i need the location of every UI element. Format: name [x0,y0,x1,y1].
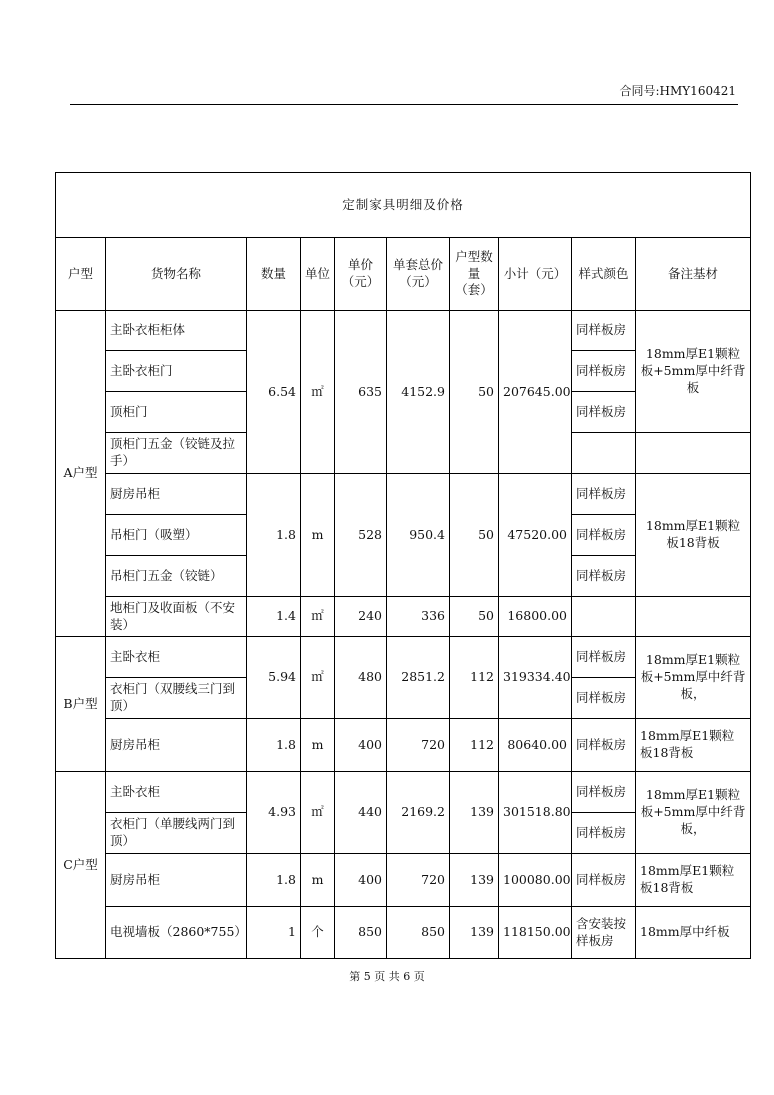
unit-price: 850 [335,907,387,959]
material-note: 18mm厚E1颗粒板18背板 [636,474,751,597]
table-row [56,772,751,813]
column-header: 小计（元） [499,238,572,311]
unit-type-cell: C户型 [56,772,106,959]
subtotal: 100080.00 [499,854,572,907]
subtotal: 80640.00 [499,719,572,772]
item-name: 顶柜门五金（铰链及拉手） [106,433,247,474]
header-rule [70,104,738,105]
quantity: 1 [247,907,301,959]
material-note: 18mm厚中纤板 [636,907,751,959]
table-row [56,311,751,351]
style-color: 同样板房 [572,392,636,433]
empty-cell [636,597,751,637]
unit: m [301,719,335,772]
set-count: 139 [450,854,499,907]
unit-price: 440 [335,772,387,854]
set-total: 850 [387,907,450,959]
column-header: 单价（元） [335,238,387,311]
column-header: 单套总价（元） [387,238,450,311]
material-note: 18mm厚E1颗粒板18背板 [636,719,751,772]
item-name: 主卧衣柜门 [106,351,247,392]
style-color: 同样板房 [572,637,636,678]
set-count: 139 [450,907,499,959]
unit-type-cell: A户型 [56,311,106,637]
contract-number: 合同号:HMY160421 [619,84,736,98]
table-header-row [56,238,751,311]
item-name: 电视墙板（2860*755） [106,907,247,959]
style-color: 同样板房 [572,556,636,597]
unit-type-cell: B户型 [56,637,106,772]
subtotal: 301518.80 [499,772,572,854]
quantity: 5.94 [247,637,301,719]
item-name: 主卧衣柜 [106,772,247,813]
set-total: 336 [387,597,450,637]
style-color: 同样板房 [572,854,636,907]
style-color: 同样板房 [572,311,636,351]
unit: m [301,854,335,907]
set-total: 2851.2 [387,637,450,719]
empty-cell [636,433,751,474]
set-count: 139 [450,772,499,854]
unit-price: 400 [335,854,387,907]
set-count: 50 [450,474,499,597]
set-count: 50 [450,311,499,474]
set-count: 112 [450,637,499,719]
empty-cell [572,597,636,637]
unit: ㎡ [301,311,335,474]
quantity: 1.8 [247,474,301,597]
column-header: 数量 [247,238,301,311]
item-name: 厨房吊柜 [106,474,247,515]
set-count: 50 [450,597,499,637]
subtotal: 207645.00 [499,311,572,474]
price-table [55,172,751,959]
quantity: 4.93 [247,772,301,854]
item-name: 地柜门及收面板（不安装） [106,597,247,637]
style-color: 同样板房 [572,678,636,719]
item-name: 厨房吊柜 [106,854,247,907]
unit: ㎡ [301,772,335,854]
column-header: 单位 [301,238,335,311]
unit-price: 635 [335,311,387,474]
style-color: 同样板房 [572,813,636,854]
quantity: 1.4 [247,597,301,637]
unit-price: 480 [335,637,387,719]
column-header: 样式颜色 [572,238,636,311]
empty-cell [572,433,636,474]
style-color: 同样板房 [572,351,636,392]
set-total: 950.4 [387,474,450,597]
page-number: 第 5 页 共 6 页 [349,970,425,983]
style-color: 含安装按样板房 [572,907,636,959]
set-total: 720 [387,854,450,907]
item-name: 主卧衣柜 [106,637,247,678]
item-name: 吊柜门（吸塑） [106,515,247,556]
set-total: 720 [387,719,450,772]
material-note: 18mm厚E1颗粒板+5mm厚中纤背板， [636,772,751,854]
material-note: 18mm厚E1颗粒板18背板 [636,854,751,907]
unit-price: 240 [335,597,387,637]
set-total: 2169.2 [387,772,450,854]
style-color: 同样板房 [572,772,636,813]
quantity: 1.8 [247,719,301,772]
table-row [56,597,751,637]
column-header: 户型数量（套） [450,238,499,311]
unit: ㎡ [301,637,335,719]
table-row [56,907,751,959]
subtotal: 118150.00 [499,907,572,959]
table-title: 定制家具明细及价格 [56,173,751,238]
quantity: 6.54 [247,311,301,474]
style-color: 同样板房 [572,474,636,515]
item-name: 主卧衣柜柜体 [106,311,247,351]
material-note: 18mm厚E1颗粒板+5mm厚中纤背板， [636,637,751,719]
quantity: 1.8 [247,854,301,907]
table-row [56,637,751,678]
style-color: 同样板房 [572,515,636,556]
item-name: 吊柜门五金（铰链） [106,556,247,597]
unit-price: 528 [335,474,387,597]
subtotal: 319334.40 [499,637,572,719]
subtotal: 47520.00 [499,474,572,597]
item-name: 厨房吊柜 [106,719,247,772]
set-count: 112 [450,719,499,772]
unit: 个 [301,907,335,959]
unit: m [301,474,335,597]
table-row [56,719,751,772]
style-color: 同样板房 [572,719,636,772]
item-name: 顶柜门 [106,392,247,433]
set-total: 4152.9 [387,311,450,474]
table-row [56,474,751,515]
item-name: 衣柜门（双腰线三门到顶） [106,678,247,719]
unit: ㎡ [301,597,335,637]
column-header: 备注基材 [636,238,751,311]
column-header: 货物名称 [106,238,247,311]
material-note: 18mm厚E1颗粒板+5mm厚中纤背板 [636,311,751,433]
table-row [56,854,751,907]
item-name: 衣柜门（单腰线两门到顶） [106,813,247,854]
column-header: 户型 [56,238,106,311]
subtotal: 16800.00 [499,597,572,637]
unit-price: 400 [335,719,387,772]
